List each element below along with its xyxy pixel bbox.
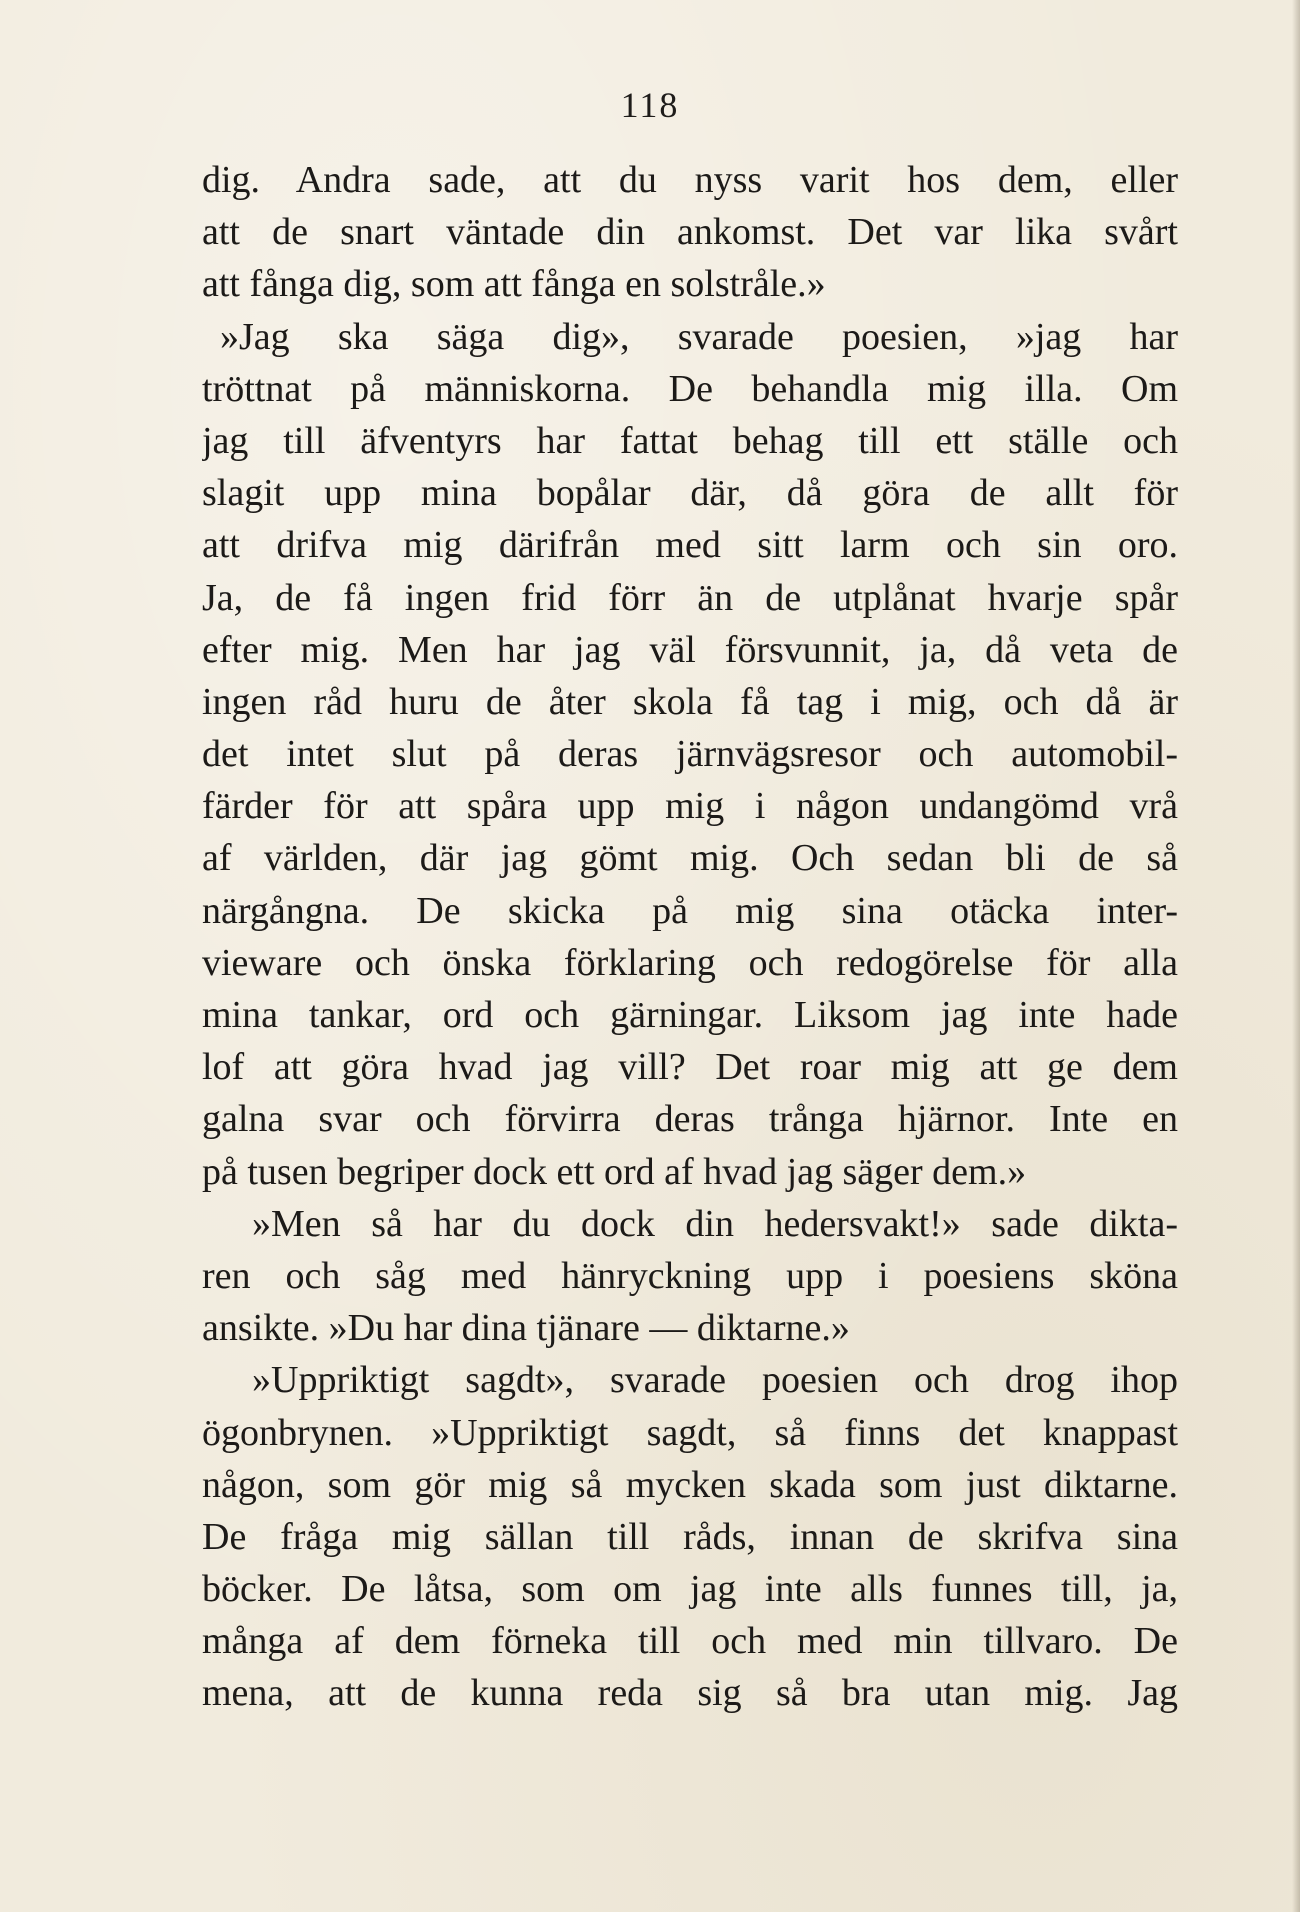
text-line: vieware och önska förklaring och redogörelse för alla bbox=[202, 941, 1178, 984]
text-line: efter mig. Men har jag väl försvunnit, ja, då veta de bbox=[202, 628, 1178, 671]
text-line: tröttnat på människorna. De behandla mig illa. Om bbox=[202, 367, 1178, 410]
text-line: af världen, där jag gömt mig. Och sedan bli de så bbox=[202, 837, 1178, 880]
text-line: De fråga mig sällan till råds, innan de skrifva sina bbox=[202, 1515, 1178, 1558]
text-line: att fånga dig, som att fånga en solstråle.» bbox=[202, 263, 826, 306]
text-line: färder för att spåra upp mig i någon undangömd vrå bbox=[202, 785, 1178, 828]
text-line: att drifva mig därifrån med sitt larm och sin oro. bbox=[202, 524, 1178, 567]
page-edge-shadow bbox=[1292, 0, 1300, 1912]
text-line: »Men så har du dock din hedersvakt!» sade dikta- bbox=[252, 1202, 1178, 1245]
text-line: ingen råd huru de åter skola få tag i mig, och då är bbox=[202, 680, 1178, 723]
body-text bbox=[202, 154, 1178, 1720]
text-line: ren och såg med hänryckning upp i poesiens sköna bbox=[202, 1254, 1178, 1297]
text-line: jag till äfventyrs har fattat behag till ett ställe och bbox=[202, 419, 1178, 462]
text-line: det intet slut på deras järnvägsresor och automobil- bbox=[202, 733, 1178, 776]
text-line: »Jag ska säga dig», svarade poesien, »jag har bbox=[220, 315, 1178, 358]
text-line: galna svar och förvirra deras trånga hjärnor. Inte en bbox=[202, 1098, 1178, 1141]
text-line: böcker. De låtsa, som om jag inte alls funnes till, ja, bbox=[202, 1568, 1178, 1611]
text-line: »Uppriktigt sagdt», svarade poesien och drog ihop bbox=[252, 1359, 1178, 1402]
text-line: slagit upp mina bopålar där, då göra de allt för bbox=[202, 472, 1178, 515]
page-number: 118 bbox=[620, 85, 680, 125]
text-line: ansikte. »Du har dina tjänare — diktarne.» bbox=[202, 1307, 850, 1350]
text-line: ögonbrynen. »Uppriktigt sagdt, så finns det knappast bbox=[202, 1411, 1178, 1454]
text-line: många af dem förneka till och med min tillvaro. De bbox=[202, 1620, 1178, 1663]
text-line: Ja, de få ingen frid förr än de utplånat hvarje spår bbox=[202, 576, 1178, 619]
text-line: mina tankar, ord och gärningar. Liksom jag inte hade bbox=[202, 994, 1178, 1036]
text-line: lof att göra hvad jag vill? Det roar mig att ge dem bbox=[202, 1046, 1178, 1089]
text-line: dig. Andra sade, att du nyss varit hos dem, eller bbox=[202, 159, 1178, 201]
text-line: att de snart väntade din ankomst. Det var lika svårt bbox=[202, 211, 1178, 254]
text-line: närgångna. De skicka på mig sina otäcka inter- bbox=[202, 889, 1178, 932]
text-line: någon, som gör mig så mycken skada som just diktarne. bbox=[202, 1463, 1178, 1506]
text-line: på tusen begriper dock ett ord af hvad jag säger dem.» bbox=[202, 1150, 1027, 1193]
text-line: mena, att de kunna reda sig så bra utan mig. Jag bbox=[202, 1672, 1178, 1715]
